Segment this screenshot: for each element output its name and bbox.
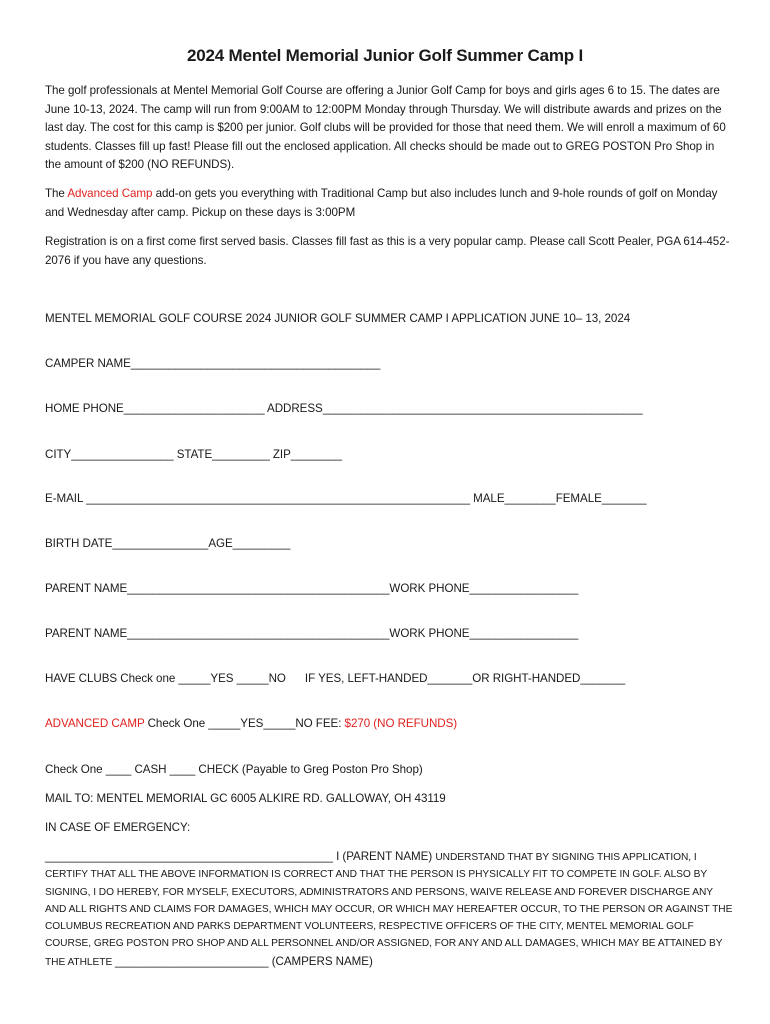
release-statement [45,848,735,971]
intro-paragraph: The golf professionals at Mentel Memorial Golf Course are offering a Junior Golf Camp for boys and girls ages 6 to 15. The dates are June 10-13, 2024. The camp will run from 9:00AM to 12:00PM Monday through Thursday. We will distribute awards and prizes on the last day. The cost for this camp is $200 per junior. Golf clubs will be provided for those that need them. We will enroll a maximum of 60 students. Classes fill up fast! Please fill out the enclosed application. All checks should be made out to GREG POSTON Pro Shop in the amount of $200 (NO REFUNDS). [45,84,726,172]
advanced-rest: add-on gets you everything with Traditional Camp but also includes lunch and 9-hole rounds of golf on Monday and Wednesday after camp. Pickup on these days is 3:00PM [45,187,718,219]
birth-date-age-field: BIRTH DATE_______________AGE_________ [45,537,291,550]
have-clubs-field: HAVE CLUBS Check one _____YES _____NO IF YES, LEFT-HANDED_______OR RIGHT-HANDED_______ [45,672,626,685]
camper-name-field: CAMPER NAME_______________________________________ [45,357,381,370]
advanced-camp-field [45,716,735,732]
city-state-zip-field: CITY________________ STATE_________ ZIP________ [45,448,342,461]
advanced-camp-check: Check One _____YES_____NO FEE: [144,717,345,730]
parent-name-field-2: PARENT NAME_________________________________________WORK PHONE_________________ [45,627,579,640]
advanced-camp-fee: $270 (NO REFUNDS) [344,717,458,730]
payment-method-field: Check One ____ CASH ____ CHECK (Payable to Greg Poston Pro Shop) [45,763,423,776]
release-body: UNDERSTAND THAT BY SIGNING THIS APPLICATION, I CERTIFY THAT ALL THE ABOVE INFORMATION IS CORRECT AND THAT THE PERSON IS PHYSICALLY FIT TO COMPETE IN GOLF. ALSO BY SIGNING, I DO HEREBY, FOR MYSELF, EXECUTORS, ADMINISTRATORS AND PERSONS, WAIVE RELEASE AND FOREVER DISCHARGE ANY AND ALL RIGHTS AND CLAIMS FOR DAMAGES, WHICH MAY OCCUR, OR WHICH MAY HEREAFTER OCCUR, TO THE PERSON OR AGAINST THE COLUMBUS RECREATION AND PARKS DEPARTMENT VOLUNTEERS, RESPECTIVE OFFICERS OF THE CITY, MENTEL MEMORIAL GOLF COURSE, GREG POSTON PRO SHOP AND ALL PERSONNEL AND/OR ASSIGNED, FOR ANY AND ALL DAMAGES, WHICH MAY BE ATTAINED BY THE ATHLETE [45,852,733,968]
email-gender-field: E-MAIL ____________________________________________________________ MALE________FEMALE_______ [45,492,647,505]
home-phone-address-field: HOME PHONE______________________ ADDRESS__________________________________________________ [45,402,643,415]
page-title: 2024 Mentel Memorial Junior Golf Summer Camp I [186,46,584,65]
registration-paragraph: Registration is on a first come first served basis. Classes fill fast as this is a very popular camp. Please call Scott Pealer, PGA 614-452-2076 if you have any questions. [45,235,730,267]
parent-name-field-1: PARENT NAME_________________________________________WORK PHONE_________________ [45,582,579,595]
advanced-camp-highlight: Advanced Camp [67,187,153,200]
application-heading: MENTEL MEMORIAL GOLF COURSE 2024 JUNIOR GOLF SUMMER CAMP I APPLICATION JUNE 10– 13, 2024 [45,312,631,325]
advanced-camp-paragraph [45,185,730,222]
advanced-prefix: The [45,187,68,200]
advanced-camp-label: ADVANCED CAMP [45,717,145,730]
release-parent-blank: _____________________________________________ I (PARENT NAME) [45,850,436,863]
emergency-label: IN CASE OF EMERGENCY: [45,821,191,834]
mail-to-address: MAIL TO: MENTEL MEMORIAL GC 6005 ALKIRE RD. GALLOWAY, OH 43119 [45,792,446,805]
release-campers-name: ________________________ (CAMPERS NAME) [114,954,373,968]
